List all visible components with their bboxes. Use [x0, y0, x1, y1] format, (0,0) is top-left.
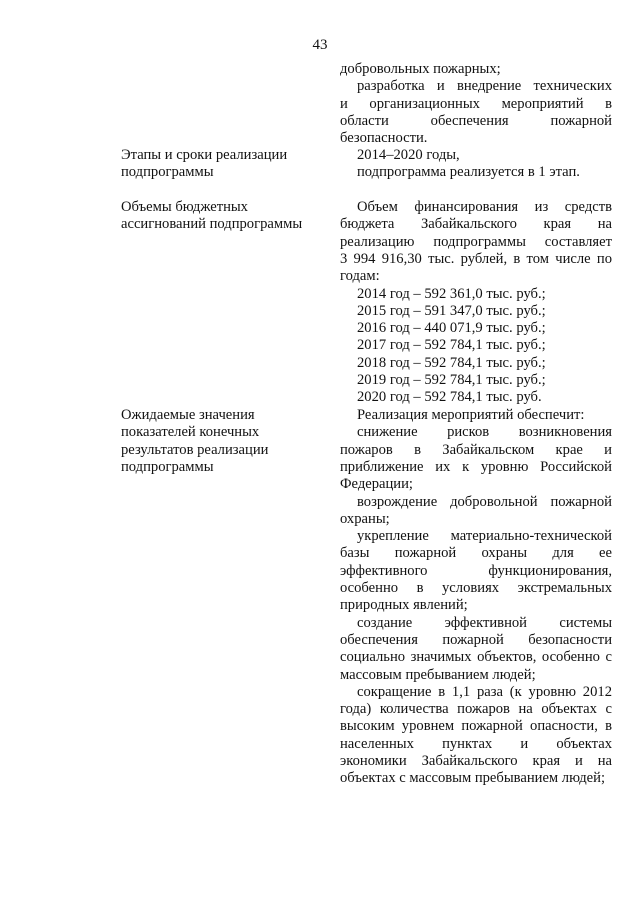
row-value-line: природных явлений;	[340, 597, 468, 614]
row-value-line: 2015 год – 591 347,0 тыс. руб.;	[357, 302, 546, 319]
row-value-line: 3 994 916,30 тыс. рублей, в том числе по	[340, 250, 612, 267]
row-value-line: Федерации;	[340, 476, 413, 493]
row-label-line: подпрограммы	[121, 458, 214, 475]
row-value-line: охраны;	[340, 510, 390, 527]
row-value-line: укрепление материально-технической	[357, 528, 612, 545]
row-label-line: Ожидаемые значения	[121, 407, 255, 423]
row-value-line: экономики Забайкальского края и на	[340, 753, 612, 769]
row-value-line: подпрограмма реализуется в 1 этап.	[357, 164, 580, 181]
row-value-line: населенных пунктах и объектах	[340, 735, 612, 752]
row-label-line: Этапы и сроки реализации	[121, 147, 288, 163]
row-value-line: возрождение добровольной пожарной	[357, 493, 612, 510]
row-value-line: 2018 год – 592 784,1 тыс. руб.;	[357, 354, 546, 371]
row-value-line: обеспечения пожарной безопасности	[340, 631, 612, 648]
row-value-line: снижение рисков возникновения	[357, 424, 612, 441]
row-value-line: массовым пребыванием людей;	[340, 666, 536, 683]
row-label-line: показателей конечных	[121, 424, 260, 441]
continuation-line: добровольных пожарных;	[340, 61, 501, 77]
row-value-line: 2019 год – 592 784,1 тыс. руб.;	[357, 372, 546, 388]
continuation-line: и организационных мероприятий в	[340, 95, 612, 112]
continuation-line: разработка и внедрение технических	[357, 78, 612, 95]
row-value-line: 2016 год – 440 071,9 тыс. руб.;	[357, 320, 546, 337]
row-value-line: социально значимых объектов, особенно с	[340, 649, 612, 666]
row-value-line: 2017 год – 592 784,1 тыс. руб.;	[357, 337, 546, 354]
row-label-line: подпрограммы	[121, 164, 214, 181]
row-value-line: особенно в условиях экстремальных	[340, 580, 612, 596]
row-value-line: Объем финансирования из средств	[357, 199, 612, 215]
row-value-line: года) количества пожаров на объектах с	[340, 701, 612, 718]
row-value-line: высоким уровнем пожарной опасности, в	[340, 718, 612, 735]
row-value-line: приближение их к уровню Российской	[340, 458, 612, 475]
row-value-line: базы пожарной охраны для ее	[340, 545, 612, 562]
row-value-line: 2020 год – 592 784,1 тыс. руб.	[357, 389, 542, 406]
row-value-line: годам:	[340, 268, 380, 285]
row-value-line: объектах с массовым пребыванием людей;	[340, 770, 606, 787]
row-value-line: бюджета Забайкальского края на	[340, 216, 612, 233]
row-value-line: пожаров в Забайкальском крае и	[340, 441, 612, 458]
row-label-line: Объемы бюджетных	[121, 199, 248, 215]
row-label-line: ассигнований подпрограммы	[121, 216, 303, 233]
page-number: 43	[312, 37, 328, 53]
row-value-line: эффективного функционирования,	[340, 562, 612, 579]
continuation-line: области обеспечения пожарной	[340, 112, 612, 129]
continuation-line: безопасности.	[340, 130, 428, 147]
row-value-line: Реализация мероприятий обеспечит:	[357, 407, 585, 423]
row-value-line: 2014–2020 годы,	[357, 147, 460, 163]
row-value-line: реализацию подпрограммы составляет	[340, 233, 612, 250]
row-value-line: создание эффективной системы	[357, 614, 612, 631]
row-label-line: результатов реализации	[121, 441, 269, 458]
row-value-line: 2014 год – 592 361,0 тыс. руб.;	[357, 285, 546, 302]
row-value-line: сокращение в 1,1 раза (к уровню 2012	[357, 683, 612, 700]
